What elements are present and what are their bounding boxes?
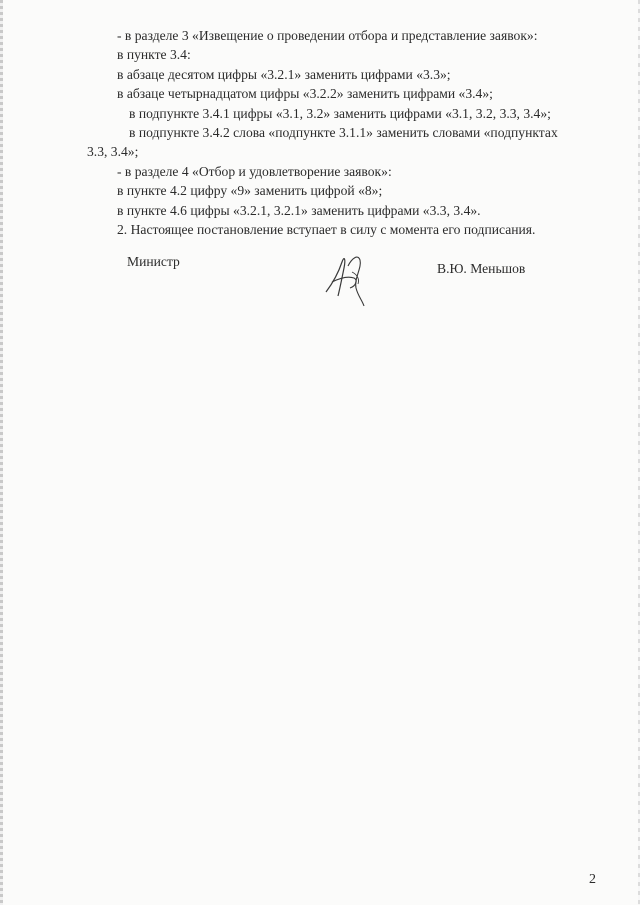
document-line: в абзаце десятом цифры «3.2.1» заменить цифрами «3.3»; [117,66,451,82]
document-line: в подпункте 3.4.2 слова «подпункте 3.1.1» заменить словами «подпунктах [129,125,558,141]
handwritten-signature [318,248,378,308]
document-line: - в разделе 3 «Извещение о проведении отбора и представление заявок»: [117,28,538,43]
document-line: - в разделе 4 «Отбор и удовлетворение заявок»: [117,163,392,179]
scan-edge-left [0,0,3,905]
signature-block [0,248,640,308]
document-body [87,26,602,239]
document-line: в пункте 4.6 цифры «3.2.1, 3.2.1» заменить цифрами «3.3, 3.4». [117,202,481,218]
document-line: в абзаце четырнадцатом цифры «3.2.2» заменить цифрами «3.4»; [117,86,493,102]
document-line: в пункте 4.2 цифру «9» заменить цифрой «8»; [117,183,383,199]
signatory-name: В.Ю. Меньшов [437,261,526,276]
document-line: 3.3, 3.4»; [87,144,139,160]
page-number: 2 [589,872,596,887]
signatory-title: Министр [127,254,180,269]
document-line: в пункте 3.4: [117,47,191,63]
document-line: в подпункте 3.4.1 цифры «3.1, 3.2» заменить цифрами «3.1, 3.2, 3.3, 3.4»; [129,105,551,121]
document-line: 2. Настоящее постановление вступает в силу с момента его подписания. [117,222,536,238]
